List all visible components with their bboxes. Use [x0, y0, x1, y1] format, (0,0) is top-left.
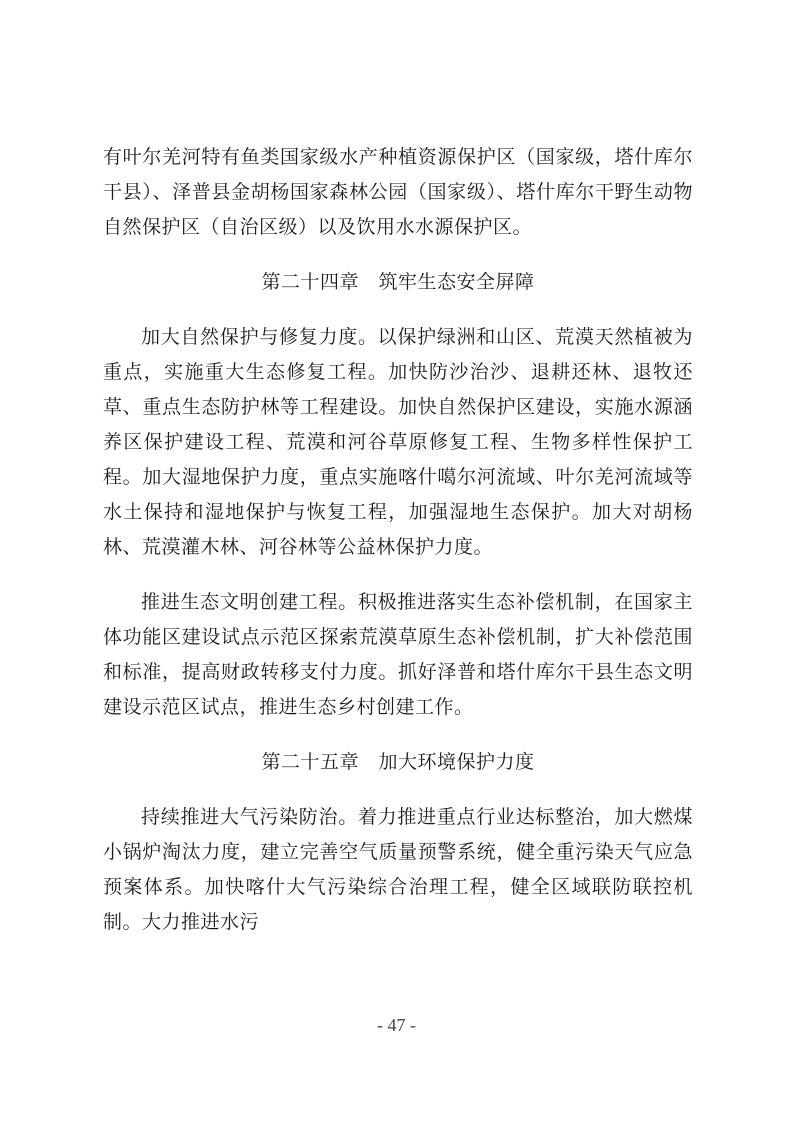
page-number: - 47 - [377, 1015, 416, 1035]
intro-paragraph: 有叶尔羌河特有鱼类国家级水产种植资源保护区（国家级，塔什库尔干县）、泽普县金胡杨国家森林公园（国家级）、塔什库尔干野生动物自然保护区（自治区级）以及饮用水水源保护区。 [103, 146, 693, 238]
chapter-24-paragraph-2: 推进生态文明创建工程。积极推进落实生态补偿机制，在国家主体功能区建设试点示范区探索荒漠草原生态补偿机制，扩大补偿范围和标准，提高财政转移支付力度。抓好泽普和塔什库尔干县生态文明建设示范区试点，推进生态乡村创建工作。 [103, 591, 693, 718]
chapter-25-title: 第二十五章 加大环境保护力度 [261, 751, 535, 773]
chapter-24-title: 第二十四章 筑牢生态安全屏障 [261, 271, 535, 293]
chapter-25-paragraph-1: 持续推进大气污染防治。着力推进重点行业达标整治，加大燃煤小锅炉淘汰力度，建立完善空气质量预警系统，健全重污染天气应急预案体系。加快喀什大气污染综合治理工程，健全区域联防联控机制。大力推进水污 [103, 806, 693, 933]
document-body [103, 140, 693, 940]
chapter-24-paragraph-1: 加大自然保护与修复力度。以保护绿洲和山区、荒漠天然植被为重点，实施重大生态修复工程。加快防沙治沙、退耕还林、退牧还草、重点生态防护林等工程建设。加快自然保护区建设，实施水源涵养区保护建设工程、荒漠和河谷草原修复工程、生物多样性保护工程。加大湿地保护力度，重点实施喀什噶尔河流域、叶尔羌河流域等水土保持和湿地保护与恢复工程，加强湿地生态保护。加大对胡杨林、荒漠灌木林、河谷林等公益林保护力度。 [103, 326, 693, 558]
